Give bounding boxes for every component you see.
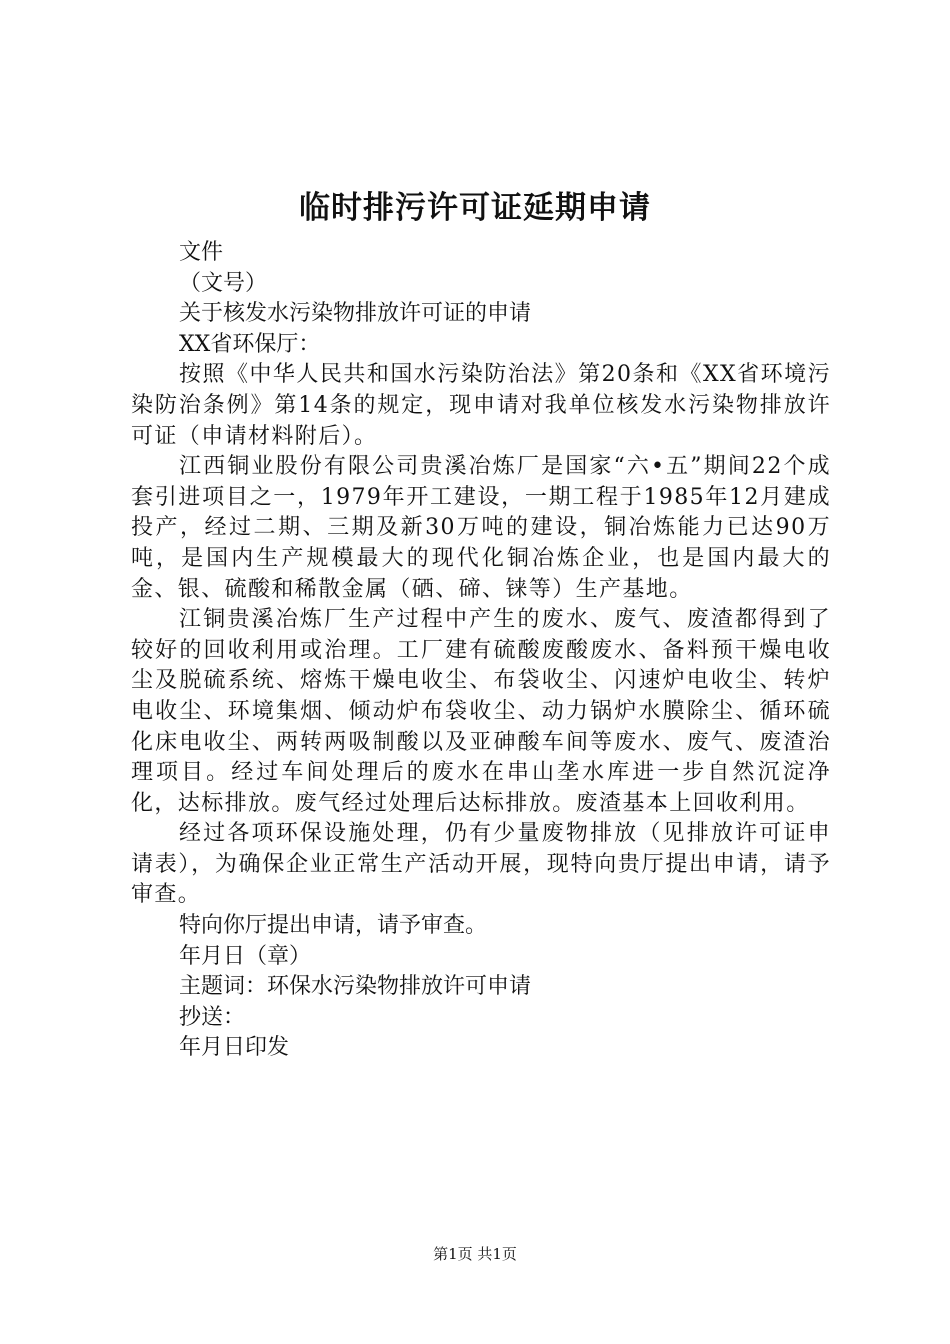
header-line-doc-number: （文号） [179, 270, 268, 296]
closing-line-request: 特向你厅提出申请，请予审查。 [179, 913, 488, 939]
closing-line-date-seal: 年月日（章） [179, 943, 312, 969]
header-line-recipient: XX省环保厅： [179, 331, 321, 357]
page-footer: 第1页 共1页 [433, 1245, 517, 1263]
closing-line-cc: 抄送： [179, 1004, 246, 1030]
header-line-subject: 关于核发水污染物排放许可证的申请 [179, 301, 532, 327]
paragraph-company-intro: 江西铜业股份有限公司贵溪冶炼厂是国家“六•五”期间22个成套引进项目之一，1979年开工建设，一期工程于1985年12月建成投产，经过二期、三期及新30万吨的建设，铜冶炼能力已达90万吨，是国内生产规模最大的现代化铜冶炼企业，也是国内最大的金、银、硫酸和稀散金属（硒、碲、铼等）生产基地。 [131, 454, 831, 602]
closing-line-issue-date: 年月日印发 [179, 1035, 290, 1061]
document-body [131, 238, 831, 1064]
closing-line-keywords: 主题词：环保水污染物排放许可申请 [179, 974, 532, 1000]
paragraph-request: 经过各项环保设施处理，仍有少量废物排放（见排放许可证申请表），为确保企业正常生产活动开展，现特向贵厅提出申请，请予审查。 [131, 821, 831, 908]
header-line-file: 文件 [179, 240, 224, 265]
document-title: 临时排污许可证延期申请 [299, 190, 651, 226]
paragraph-legal-basis: 按照《中华人民共和国水污染防治法》第20条和《XX省环境污染防治条例》第14条的规定，现申请对我单位核发水污染物排放许可证（申请材料附后）。 [131, 362, 831, 449]
paragraph-pollution-treatment: 江铜贵溪冶炼厂生产过程中产生的废水、废气、废渣都得到了较好的回收利用或治理。工厂建有硫酸废酸废水、备料预干燥电收尘及脱硫系统、熔炼干燥电收尘、布袋收尘、闪速炉电收尘、转炉电收尘、环境集烟、倾动炉布袋收尘、动力锅炉水膜除尘、循环硫化床电收尘、两转两吸制酸以及亚砷酸车间等废水、废气、废渣治理项目。经过车间处理后的废水在串山垄水库进一步自然沉淀净化，达标排放。废气经过处理后达标排放。废渣基本上回收利用。 [131, 607, 831, 816]
